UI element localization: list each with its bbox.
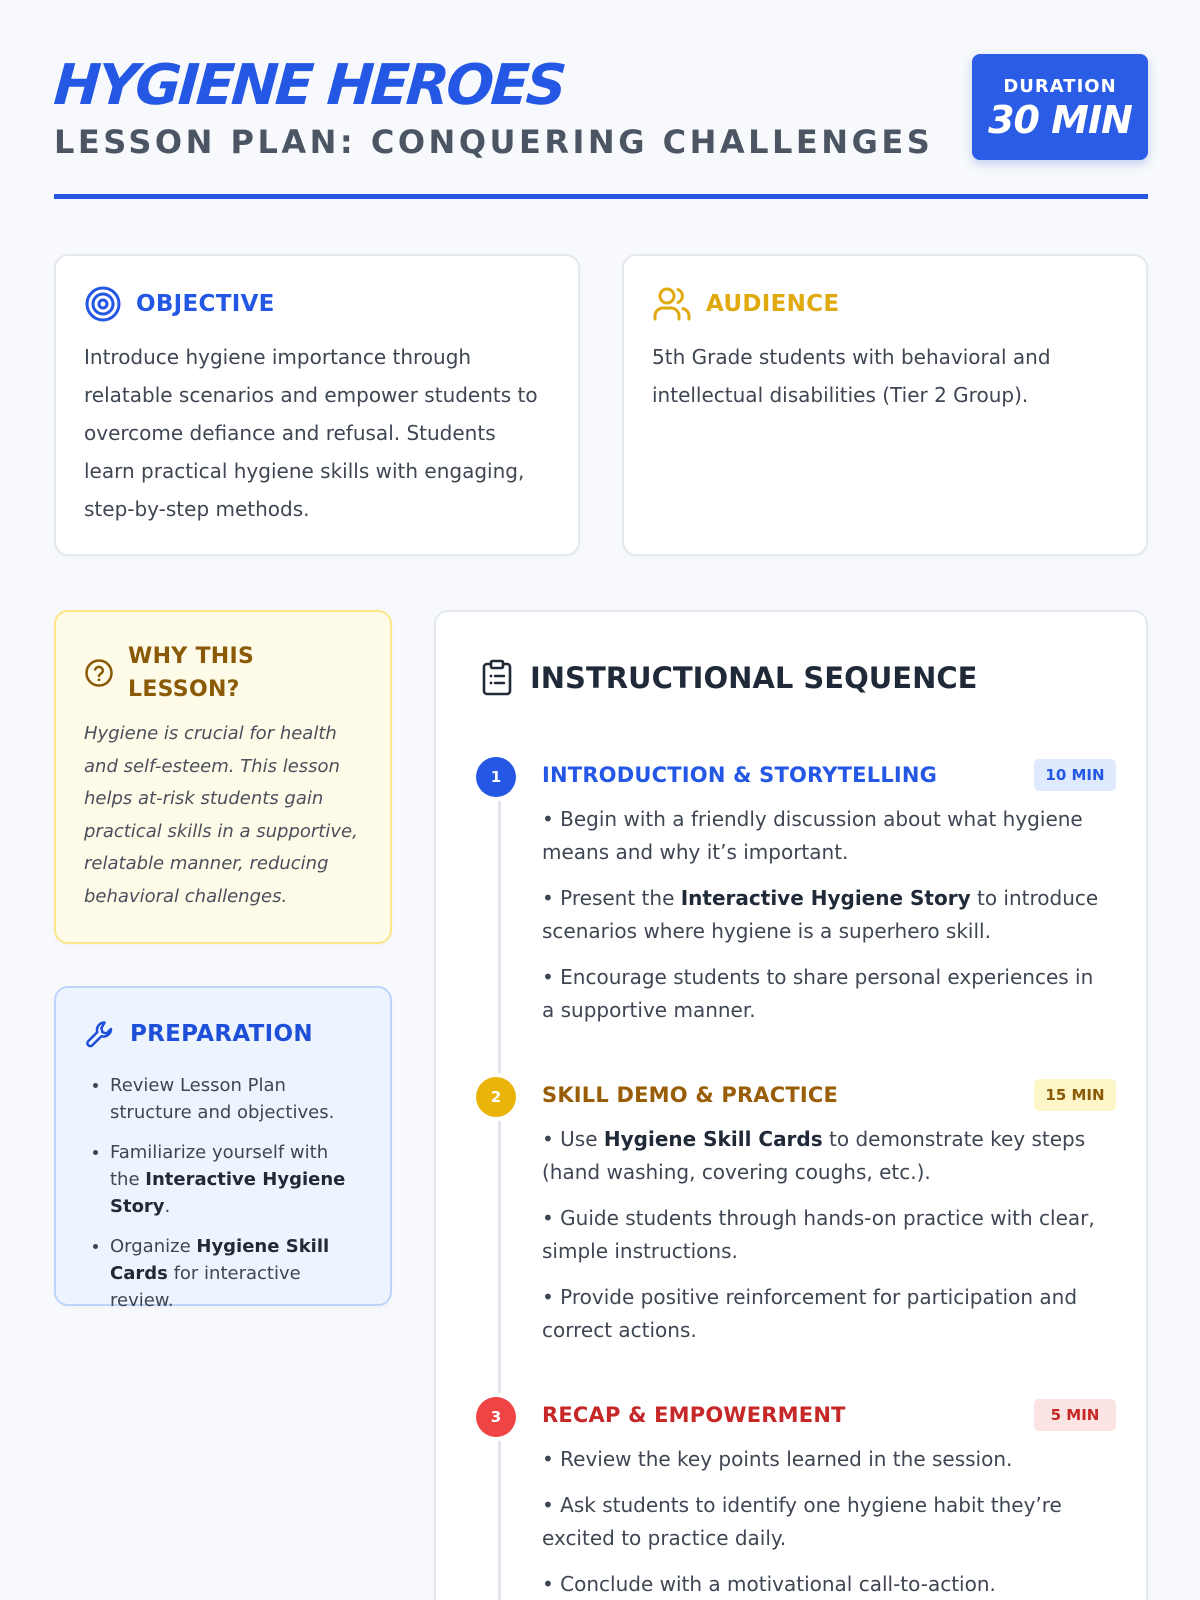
objective-card — [54, 254, 580, 556]
brand-title: HYGIENE HEROES — [51, 53, 566, 118]
sequence-heading — [480, 658, 977, 698]
step-bullet: • Encourage students to share personal experiences in a supportive manner. — [542, 965, 1094, 1022]
audience-heading — [652, 282, 1118, 326]
preparation-item: • Review Lesson Plan structure and objectives. — [110, 1072, 362, 1126]
step-duration-badge: 15 MIN — [1034, 1079, 1116, 1111]
why-heading — [84, 640, 362, 706]
step-number: 1 — [476, 757, 516, 797]
preparation-item: • Organize Hygiene Skill Cards for interactive review. — [110, 1233, 362, 1314]
users-icon — [652, 285, 692, 323]
clipboard-list-icon — [480, 659, 514, 697]
step-title: RECAP & EMPOWERMENT — [542, 1403, 846, 1427]
preparation-card — [54, 986, 392, 1311]
step-bullet: • Begin with a friendly discussion about what hygiene means and why it’s important. — [542, 807, 1083, 864]
why-card — [54, 610, 392, 944]
instructional-sequence-card — [434, 610, 1148, 1600]
step-number: 2 — [476, 1077, 516, 1117]
step-bullet: • Conclude with a motivational call-to-action. — [542, 1572, 996, 1596]
step-bullets — [542, 803, 1102, 1040]
step-bullets — [542, 1443, 1102, 1600]
preparation-heading — [84, 1014, 362, 1054]
preparation-item: • Familiarize yourself with the Interactive Hygiene Story. — [110, 1139, 362, 1220]
page-subtitle: LESSON PLAN: CONQUERING CHALLENGES — [54, 123, 934, 161]
why-title: WHY THIS LESSON? — [128, 644, 255, 702]
objective-text: Introduce hygiene importance through relatable scenarios and empower students to overcome defiance and refusal. Students learn practical hygiene skills with engaging, step-by-step methods. — [84, 345, 538, 521]
duration-value: 30 MIN — [988, 98, 1132, 142]
target-icon — [84, 285, 122, 323]
lesson-plan-page — [51, 0, 1148, 1600]
step-bullet: • Provide positive reinforcement for participation and correct actions. — [542, 1285, 1078, 1342]
audience-text: 5th Grade students with behavioral and intellectual disabilities (Tier 2 Group). — [652, 345, 1051, 407]
step-title: SKILL DEMO & PRACTICE — [542, 1083, 839, 1107]
wrench-icon — [84, 1018, 116, 1050]
duration-badge — [972, 54, 1148, 160]
step-title: INTRODUCTION & STORYTELLING — [542, 763, 938, 787]
question-circle-icon — [84, 658, 114, 688]
sequence-title: INSTRUCTIONAL SEQUENCE — [530, 661, 978, 695]
step-bullet: • Use Hygiene Skill Cards to demonstrate key steps (hand washing, covering coughs, etc.). — [542, 1127, 1086, 1184]
preparation-list — [84, 1072, 362, 1314]
audience-title: AUDIENCE — [706, 291, 840, 317]
timeline-line — [498, 772, 501, 1600]
duration-label: DURATION — [1003, 76, 1117, 97]
step-number: 3 — [476, 1397, 516, 1437]
step-bullet: • Guide students through hands-on practice with clear, simple instructions. — [542, 1206, 1095, 1263]
step-bullets — [542, 1123, 1102, 1360]
step-duration-badge: 5 MIN — [1034, 1399, 1116, 1431]
objective-heading — [84, 282, 550, 326]
header-divider — [54, 194, 1148, 199]
step-duration-badge: 10 MIN — [1034, 759, 1116, 791]
step-bullet: • Present the Interactive Hygiene Story to introduce scenarios where hygiene is a superhero skill. — [542, 886, 1099, 943]
step-bullet: • Review the key points learned in the session. — [542, 1447, 1013, 1471]
step-bullet: • Ask students to identify one hygiene habit they’re excited to practice daily. — [542, 1493, 1062, 1550]
audience-card — [622, 254, 1148, 556]
preparation-title: PREPARATION — [130, 1021, 313, 1047]
objective-title: OBJECTIVE — [136, 291, 275, 317]
why-text: Hygiene is crucial for health and self-esteem. This lesson helps at-risk students gain practical skills in a supportive, relatable manner, reducing behavioral challenges. — [84, 723, 358, 907]
